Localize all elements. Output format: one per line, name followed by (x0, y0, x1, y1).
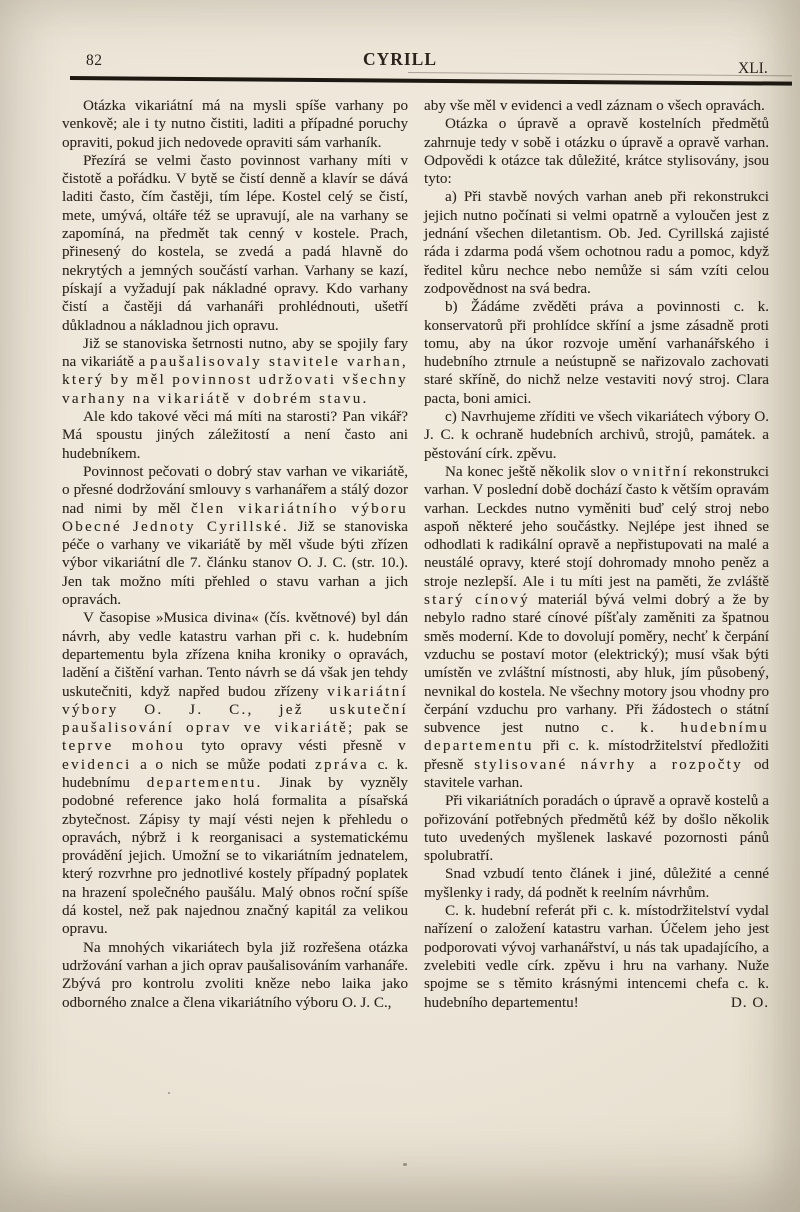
left-column (62, 97, 408, 1012)
body-text: C. k. hudební referát při c. k. místodržitelství vydal nařízení o založení katastru varhan. Účelem jeho jest podporovati vývoj varhanářství, u nás tak upadajícího, a zvelebiti vedle círk. zpěvu i hru na varhany. Nuže spojme se s těmito krásnými intencemi chefa c. k. hudebního departementu! (424, 903, 769, 1011)
body-text: Již se stanoviska péče o varhany ve vikariátě by měl všude býti zřízen výbor vikariátní dle 7. článku stanov O. J. C. (str. 10.). Jen tak možno míti přehled o stavu varhan a jich opravách. (62, 518, 408, 609)
journal-title: CYRILL (362, 49, 438, 69)
body-text: od stavitele varhan. (424, 756, 770, 791)
body-text: Na mnohých vikariátech byla již rozřešena otázka udržování varhan a jich oprav paušalisováním varhanáře. Zbývá pro kontrolu zvoliti kněze nebo laika jako odborného znalce a člena vikariátního výboru O. J. C., (62, 939, 408, 1011)
paragraph (424, 902, 769, 1012)
author-initials: D. O. (730, 994, 769, 1011)
body-text: tyto opravy vésti přesně (185, 738, 399, 755)
body-text: V časopise »Musica divina« (čís. květnové) byl dán návrh, aby vedle katastru varhan při c. k. hudebním departementu byla zřízena kniha kroniky o opravách, ladění a čištění varhan. Tento návrh se dá však jen tehdy uskutečniti, když napřed budou zřízeny (62, 610, 408, 700)
emphasized-text: c. k. hudebnímu departementu (424, 720, 769, 755)
right-column (424, 97, 769, 1012)
body-text: Otázka vikariátní má na mysli spíše varhany po venkově; ale i ty nutno čistiti, laditi a případné poruchy opraviti, pokud jich nedovede opraviti sám varhaník. (62, 98, 408, 151)
paragraph (62, 408, 408, 463)
paragraph (424, 188, 769, 298)
body-text: Povinnost pečovati o dobrý stav varhan ve vikariátě, o přesné dodržování smlouvy s varhanářem a stálý dozor nad nimi by měl (62, 463, 408, 517)
body-text: pak se (354, 720, 408, 737)
paper-speck (403, 1163, 407, 1166)
paragraph (62, 463, 408, 609)
paragraph (62, 152, 408, 335)
body-text: Otázka o úpravě a opravě kostelních předmětů zahrnuje tedy v sobě i otázku o úpravě a opravě varhan. Odpovědi k otázce tak důležité, krátce stylisovány, jsou tyto: (424, 116, 769, 188)
paragraph (62, 609, 408, 938)
paper-speck (168, 1092, 170, 1094)
emphasized-text: paušalisovaly stavitele varhan, který by měl povinnost udržovati všechny varhany na vikariátě v dobrém stavu. (62, 354, 408, 407)
paragraph (424, 115, 769, 188)
emphasized-text: stylisované návrhy a rozpočty (474, 756, 744, 773)
body-text: při c. k. místodržitelství předložiti přesně (424, 738, 769, 773)
body-text: a o nich se může podati (131, 756, 315, 773)
paragraph (62, 97, 408, 152)
paragraph (424, 97, 769, 115)
body-text: Ale kdo takové věci má míti na starosti? Pan vikář? Má spoustu jiných záležitostí a není často ani hudebníkem. (62, 409, 408, 462)
paragraph (424, 463, 769, 792)
body-text: a) Při stavbě nových varhan aneb při rekonstrukci jejich nutno počínati si velmi opatrně a vyloučen jest z jednání všechen diletantism. Ob. Jed. Cyrillská zajisté ráda i zdarma podá všem ochotnou radu a pomoc, když ředitel kůru nechce nebo nemůže si sám vzíti celou zodpovědnost na svá bedra. (424, 189, 769, 297)
body-text: Snad vzbudí tento článek i jiné, důležité a cenné myšlenky i rady, dá podnět k reelním návrhům. (424, 866, 769, 901)
body-text: c. k. hudebnímu (62, 756, 408, 791)
body-text: materiál bývá velmi dobrý a že by nebylo radno staré cínové píšťaly zaměniti za špatnou směs moderní. Kde to dovolují poměry, nechť k čerpání vzduchu se postaví motor (elektrický); musí však býti umístěn ve zvláštní místnosti, aby hluk, jím působený, nevnikal do kostela. Ne všechny motory jsou vhodny pro čerpání vzduchu pro varhany. Při žádostech o státní subvence jest nutno (424, 592, 770, 737)
emphasized-text: člen vikariátního výboru Obecné Jednoty Cyrillské. (62, 500, 408, 535)
emphasized-text: vikariátní výbory O. J. C., jež uskuteční paušalisování oprav ve vikariátě; (62, 683, 408, 737)
emphasized-text: vnitřní (632, 463, 689, 480)
paragraph (424, 408, 769, 463)
paragraph (424, 792, 769, 865)
page-number: 82 (86, 52, 103, 69)
paragraph (62, 939, 408, 1012)
paragraph (424, 298, 769, 408)
emphasized-text: teprve mohou (62, 738, 186, 755)
body-text: c) Navrhujeme zříditi ve všech vikariátech výbory O. J. C. k ochraně hudebních archivů, strojů, památek. a pěstování círk. zpěvu. (424, 409, 769, 462)
emphasized-text: v evidenci (62, 738, 409, 773)
body-text: Jinak by vyzněly podobné reference jako holá formalita a písařská zbytečnost. Zápisy ty mají vésti nejen k přehledu o opravách, nýbrž i k reorganisaci a systematickému provádění jejich. Umožní se to vikariátním jednatelem, který rozvrhne pro jednotlivé kostely případný poplatek na hrazení společného paušálu. Malý obnos roční spíše dá kostel, než pak najednou značný kapitál za velikou opravu. (62, 774, 408, 938)
body-text: Přezírá se velmi často povinnost varhany míti v čistotě a pořádku. V bytě se čistí denně a klavír se dává laditi často, čím častěji, tím lépe. Kostel celý se čistí, mete, umývá, oltáře též se upravují, ale na varhany se zapomíná, na předmět tak cenný v kostele. Prach, přinesený do kostela, se zvedá a padá hlavně do nekrytých a jemných součástí varhan. Varhany se kazí, pískají a vyžadují pak nákladné opravy. Kdo varhany čistí a častěji dá varhanáři prohlédnouti, ušetří důkladnou a nákladnou jich opravu. (62, 152, 408, 334)
body-text: rekonstrukci varhan. V poslední době dochází často k větším opravám varhan. Leckdes nutno vyměniti buď celý stroj nebo aspoň některé jeho součástky. Nejlépe jest ihned se odhodlati k radikální opravě a nepřistupovati na malé a neustálé opravy, které stojí dohromady mnoho peněz a stroje nezlepší. Ale i tu míti jest na paměti, že zvláště (424, 463, 769, 590)
emphasized-text: departementu. (146, 774, 263, 791)
emphasized-text: starý cínový (424, 592, 530, 609)
volume-number: XLI. (738, 60, 768, 77)
body-text: Při vikariátních poradách o úpravě a opravě kostelů a pořizování potřebných předmětů kéž by došlo několik tuto uvedených myšlenek laskavé pozornosti pánů spolubratří. (424, 793, 769, 865)
header-rule (70, 76, 792, 85)
paragraph (62, 335, 408, 408)
emphasized-text: zpráva (314, 756, 369, 773)
header-rule-thin (408, 72, 792, 77)
body-text: b) Žádáme zvěděti práva a povinnosti c. k. konservatorů při prohlídce skříní a jsme zásadně proti tomu, aby na úkor rozvoje umění varhanářského i hudebního ztrnule a neústupně se nařizovalo zachovati staré skříně, do nichž nelze vestaviti nový stroj. Clara pacta, boni amici. (424, 299, 769, 407)
paragraph (424, 865, 769, 902)
body-text: Na konec ještě několik slov o (445, 463, 633, 480)
body-text: Již se stanoviska šetrnosti nutno, aby se spojily fary na vikariátě a (62, 335, 408, 371)
body-text: aby vše měl v evidenci a vedl záznam o všech opravách. (424, 98, 765, 114)
